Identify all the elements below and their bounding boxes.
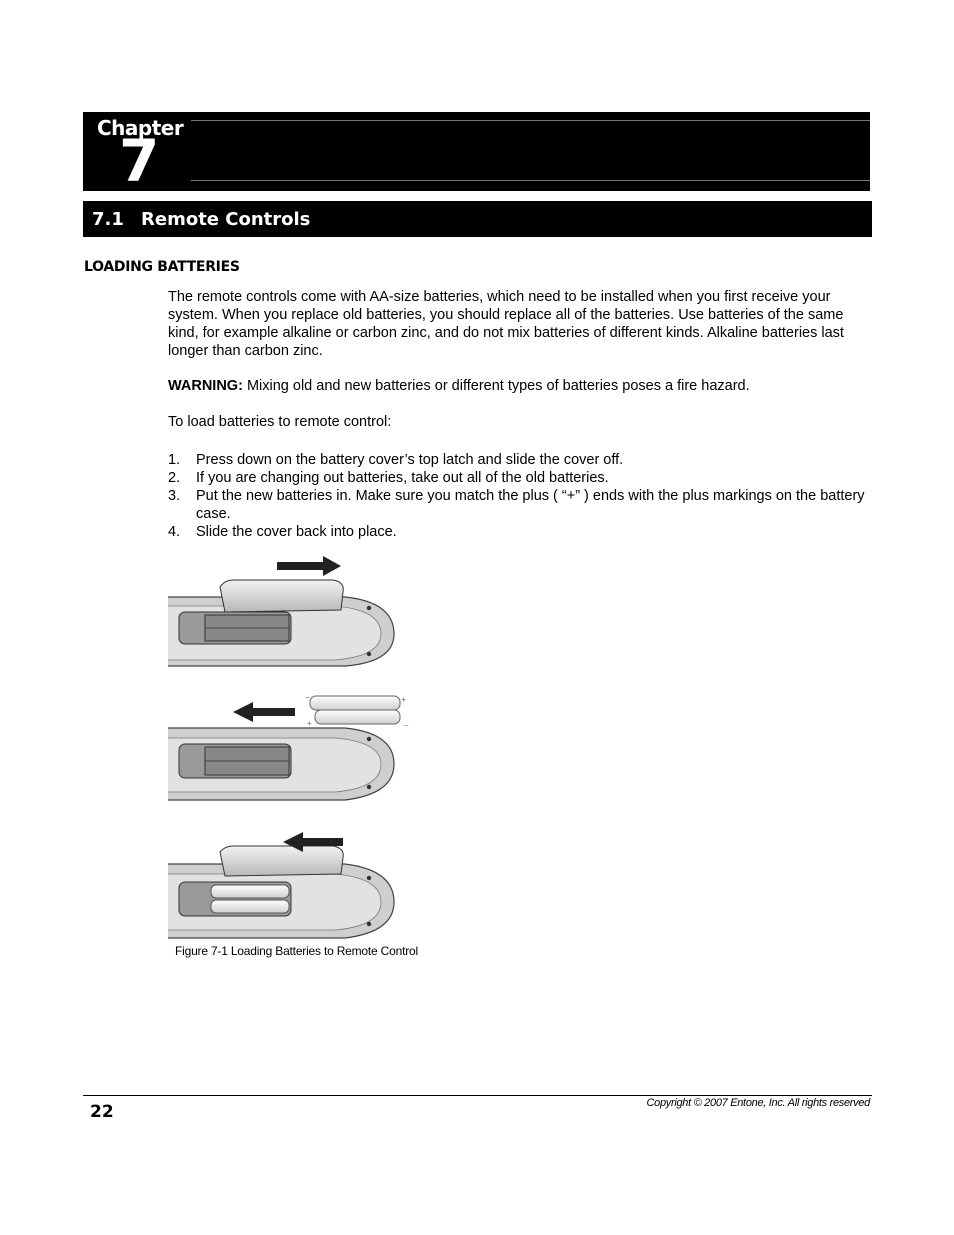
remote-panel-2 (168, 693, 409, 800)
step-number: 3. (168, 488, 181, 504)
battery-icon (310, 696, 400, 710)
chapter-banner (83, 112, 870, 195)
plus-mark: + (401, 695, 406, 704)
remote-panel-3 (168, 832, 394, 938)
warning-label: WARNING: (168, 378, 243, 394)
step-number: 2. (168, 470, 181, 486)
list-item (168, 523, 868, 541)
arrow-right-icon (277, 556, 341, 576)
list-item (168, 451, 868, 469)
chapter-number: 7 (119, 127, 160, 195)
section-title: Remote Controls (141, 209, 311, 230)
chapter-rule-bottom (191, 180, 870, 181)
intro-paragraph: The remote controls come with AA-size batteries, which need to be installed when you first receive your system. When you replace old batteries, you should replace all of the batteries. Use batteries of the same kind, for example alkaline or carbon zinc, and do not mix batteries of different kinds. Alkaline batteries last longer than carbon zinc. (168, 289, 844, 359)
step-number: 4. (168, 524, 181, 540)
chapter-rule-top (191, 120, 870, 121)
step-number: 1. (168, 452, 181, 468)
footer-rule (83, 1095, 872, 1096)
section-banner (83, 201, 872, 237)
step-text: Put the new batteries in. Make sure you match the plus ( “+” ) ends with the plus markings on the battery case. (196, 488, 865, 522)
list-item (168, 487, 868, 523)
warning-text: Mixing old and new batteries or different types of batteries poses a fire hazard. (242, 378, 750, 394)
minus-mark: − (305, 693, 310, 702)
figure-caption: Figure 7-1 Loading Batteries to Remote Control (175, 944, 418, 958)
battery-icon (315, 710, 400, 724)
plus-mark: + (307, 719, 312, 728)
step-text: Press down on the battery cover’s top latch and slide the cover off. (196, 452, 624, 468)
step-text: If you are changing out batteries, take out all of the old batteries. (196, 470, 609, 486)
section-number: 7.1 (92, 209, 124, 230)
minus-mark: − (404, 721, 409, 730)
warning-paragraph (168, 377, 868, 395)
remote-panel-1 (168, 556, 394, 666)
battery-loading-figure (165, 552, 425, 944)
subheading: LOADING BATTERIES (84, 259, 240, 275)
chapter-label: Chapter (97, 116, 184, 140)
instruction-paragraph: To load batteries to remote control: (168, 414, 392, 430)
arrow-left-icon (233, 702, 295, 722)
copyright: Copyright © 2007 Entone, Inc. All rights reserved (646, 1097, 870, 1109)
page-number: 22 (90, 1102, 114, 1122)
list-item (168, 469, 868, 487)
step-text: Slide the cover back into place. (196, 524, 397, 540)
steps-list (168, 451, 868, 541)
